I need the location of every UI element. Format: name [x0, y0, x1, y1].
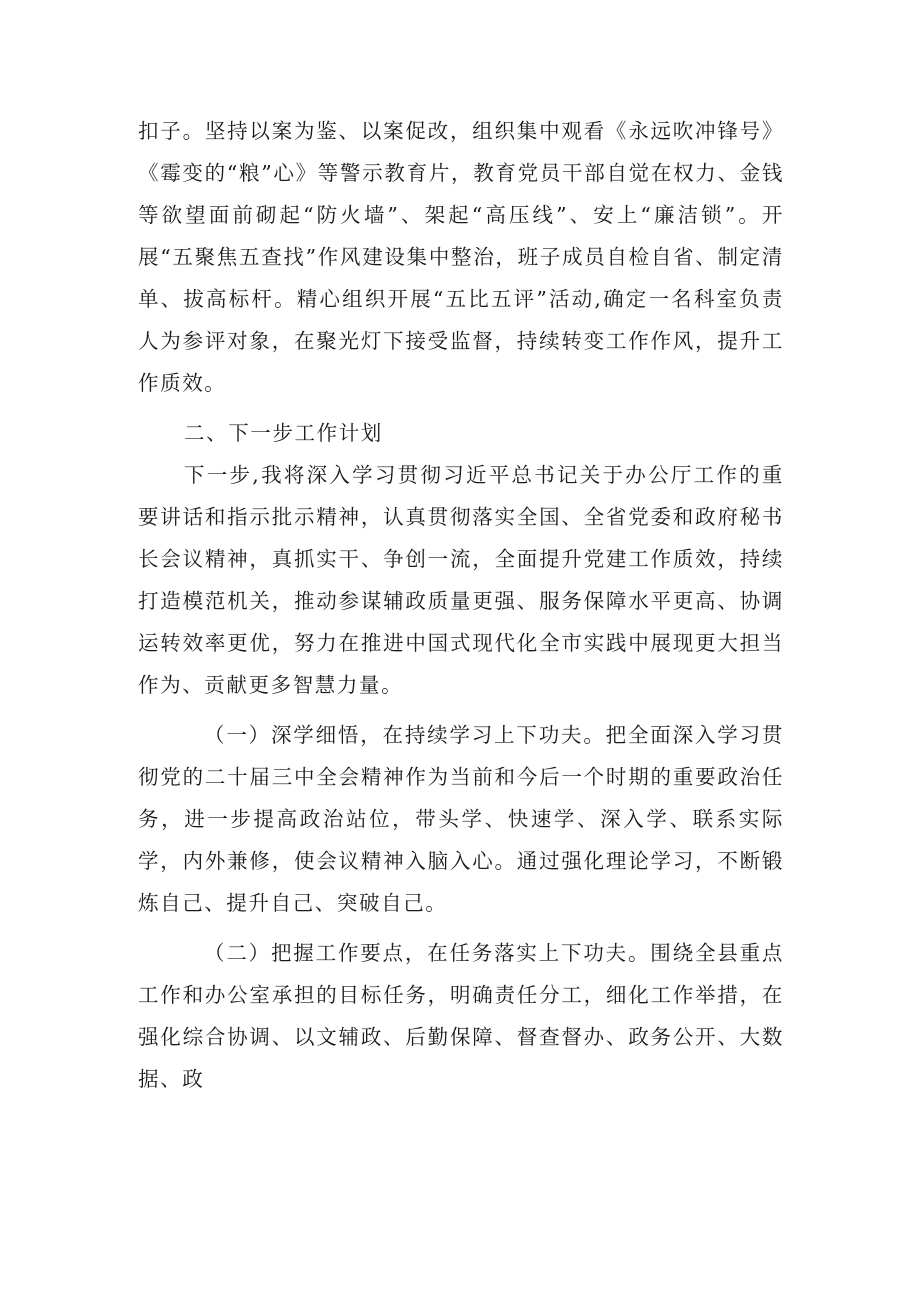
paragraph-item-one: （一）深学细悟，在持续学习上下功夫。把全面深入学习贯彻党的二十届三中全会精神作为当前和今后一个时期的重要政治任务，进一步提高政治站位，带头学、快速学、深入学、联系实际学，内外兼修，使会议精神入脑入心。通过强化理论学习，不断锻炼自己、提升自己、突破自己。	[138, 723, 784, 915]
paragraph-next-steps-intro: 下一步,我将深入学习贯彻习近平总书记关于办公厅工作的重要讲话和指示批示精神，认真贯彻落实全国、全省党委和政府秘书长会议精神，真抓实干、争创一流，全面提升党建工作质效，持续打造模范机关，推动参谋辅政质量更强、服务保障水平更高、协调运转效率更优，努力在推进中国式现代化全市实践中展现更大担当作为、贡献更多智慧力量。	[138, 463, 784, 697]
paragraph-item-two: （二）把握工作要点，在任务落实上下功夫。围绕全县重点工作和办公室承担的目标任务，明确责任分工，细化工作举措，在强化综合协调、以文辅政、后勤保障、督查督办、政务公开、大数据、政	[138, 941, 784, 1091]
paragraph-continuation: 扣子。坚持以案为鉴、以案促改，组织集中观看《永远吹冲锋号》《霉变的“粮”心》等警示教育片，教育党员干部自觉在权力、金钱等欲望面前砌起“防火墙”、架起“高压线”、安上“廉洁锁”。开展“五聚焦五查找”作风建设集中整治，班子成员自检自省、制定清单、拔高标杆。精心组织开展“五比五评”活动,确定一名科室负责人为参评对象，在聚光灯下接受监督，持续转变工作作风，提升工作质效。	[138, 119, 784, 395]
section-heading-next-steps: 二、下一步工作计划	[184, 421, 383, 445]
document-body	[138, 110, 784, 1100]
